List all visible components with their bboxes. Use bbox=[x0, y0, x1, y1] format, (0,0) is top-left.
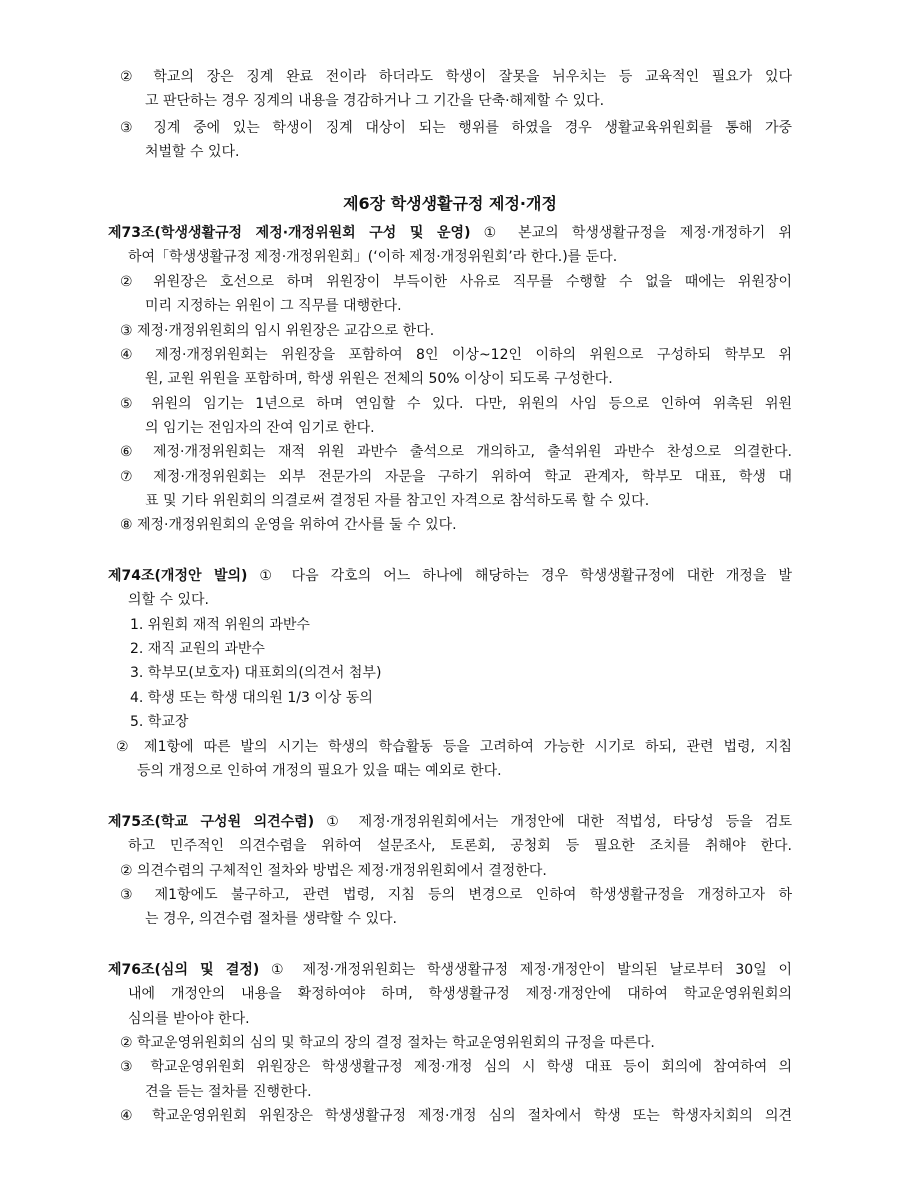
article-74-line-1 bbox=[108, 565, 792, 587]
article-73-line-2: 하여「학생생활규정 제정·개정위원회」(‘이하 제정·개정위원회’라 한다.)를 둔다. bbox=[128, 249, 618, 265]
article-74-item-1-start: ① 다음 각호의 어느 하나에 해당하는 경우 학생생활규정에 대한 개정을 발 bbox=[247, 568, 792, 584]
article-75-item-1-start: ① 제정·개정위원회에서는 개정안에 대한 적법성, 타당성 등을 검토 bbox=[314, 814, 792, 830]
article-75-heading: 제75조(학교 구성원 의견수렴) bbox=[108, 814, 315, 830]
article-73-item-5-line-1: ⑤ 위원의 임기는 1년으로 하며 연임할 수 있다. 다만, 위원의 사임 등으로 인하여 위촉된 위원 bbox=[120, 396, 792, 412]
article-74-list-item: 4. 학생 또는 학생 대의원 1/3 이상 동의 bbox=[130, 690, 373, 706]
article-73-item-2-line-2: 미리 지정하는 위원이 그 직무를 대행한다. bbox=[145, 298, 402, 314]
article-73-item-2-line-1: ② 위원장은 호선으로 하며 위원장이 부득이한 사유로 직무를 수행할 수 없을 때에는 위원장이 bbox=[120, 274, 792, 290]
article-76-item-3-line-1: ③ 학교운영위원회 위원장은 학생생활규정 제정·개정 심의 시 학생 대표 등이 회의에 참여하여 의 bbox=[120, 1059, 792, 1075]
article-76-item-1-start: ① 제정·개정위원회는 학생생활규정 제정·개정안이 발의된 날로부터 30일 이 bbox=[259, 962, 793, 978]
article-75-item-3-line-1: ③ 제1항에도 불구하고, 관련 법령, 지침 등의 변경으로 인하여 학생생활규정을 개정하고자 하 bbox=[120, 887, 792, 903]
article-74-item-2-line-1: ② 제1항에 따른 발의 시기는 학생의 학습활동 등을 고려하여 가능한 시기로 하되, 관련 법령, 지침 bbox=[116, 739, 793, 755]
article-75-line-1 bbox=[108, 811, 792, 833]
article-73-item-4-line-1: ④ 제정·개정위원회는 위원장을 포함하여 8인 이상~12인 이하의 위원으로 구성하되 학부모 위 bbox=[120, 347, 792, 363]
article-76-item-3-line-2: 견을 듣는 절차를 진행한다. bbox=[145, 1084, 312, 1100]
prev-item-2-line-2: 고 판단하는 경우 징계의 내용을 경감하거나 그 기간을 단축·해제할 수 있다. bbox=[145, 93, 605, 109]
chapter-title: 제6장 학생생활규정 제정·개정 bbox=[343, 194, 557, 213]
article-73-item-7-line-1: ⑦ 제정·개정위원회는 외부 전문가의 자문을 구하기 위하여 학교 관계자, 학부모 대표, 학생 대 bbox=[120, 469, 792, 485]
article-74-list-item: 1. 위원회 재적 위원의 과반수 bbox=[130, 617, 310, 633]
article-73-item-1-start: ① 본교의 학생생활규정을 제정·개정하기 위 bbox=[470, 225, 792, 241]
prev-item-2-line-1: ② 학교의 장은 징계 완료 전이라 하더라도 학생이 잘못을 뉘우치는 등 교육적인 필요가 있다 bbox=[120, 69, 792, 85]
article-76-item-2: ② 학교운영위원회의 심의 및 학교의 장의 결정 절차는 학교운영위원회의 규정을 따른다. bbox=[120, 1035, 655, 1051]
article-73-item-7-line-2: 표 및 기타 위원회의 의결로써 결정된 자를 참고인 자격으로 참석하도록 할 수 있다. bbox=[145, 493, 650, 509]
article-74-item-2-line-2: 등의 개정으로 인하여 개정의 필요가 있을 때는 예외로 한다. bbox=[137, 763, 502, 779]
article-76-heading: 제76조(심의 및 결정) bbox=[108, 962, 260, 978]
article-73-item-4-line-2: 원, 교원 위원을 포함하며, 학생 위원은 전체의 50% 이상이 되도록 구성한다. bbox=[145, 371, 613, 387]
article-75-item-2: ② 의견수렴의 구체적인 절차와 방법은 제정·개정위원회에서 결정한다. bbox=[120, 863, 547, 879]
article-73-line-1 bbox=[108, 222, 792, 244]
article-74-list-item: 3. 학부모(보호자) 대표회의(의견서 첨부) bbox=[130, 665, 382, 681]
prev-item-3-line-1: ③ 징계 중에 있는 학생이 징계 대상이 되는 행위를 하였을 경우 생활교육위원회를 통해 가중 bbox=[120, 120, 792, 136]
article-74-list-item: 2. 재직 교원의 과반수 bbox=[130, 641, 265, 657]
article-73-item-3: ③ 제정·개정위원회의 임시 위원장은 교감으로 한다. bbox=[120, 323, 435, 339]
article-75-item-3-line-2: 는 경우, 의견수렴 절차를 생략할 수 있다. bbox=[145, 911, 397, 927]
prev-item-3-line-2: 처벌할 수 있다. bbox=[145, 144, 240, 160]
article-76-line-2: 내에 개정안의 내용을 확정하여야 하며, 학생생활규정 제정·개정안에 대하여 학교운영위원회의 bbox=[128, 986, 792, 1002]
article-73-item-5-line-2: 의 임기는 전임자의 잔여 임기로 한다. bbox=[145, 420, 375, 436]
article-76-line-1 bbox=[108, 959, 792, 981]
article-74-list-item: 5. 학교장 bbox=[130, 714, 189, 730]
article-74-line-2: 의할 수 있다. bbox=[128, 592, 209, 608]
article-76-line-3: 심의를 받아야 한다. bbox=[128, 1011, 250, 1027]
article-74-heading: 제74조(개정안 발의) bbox=[108, 568, 248, 584]
article-73-heading: 제73조(학생생활규정 제정·개정위원회 구성 및 운영) bbox=[108, 225, 471, 241]
article-75-line-2: 하고 민주적인 의견수렴을 위하여 설문조사, 토론회, 공청회 등 필요한 조치를 취해야 한다. bbox=[128, 838, 792, 854]
article-73-item-6: ⑥ 제정·개정위원회는 재적 위원 과반수 출석으로 개의하고, 출석위원 과반수 찬성으로 의결한다. bbox=[120, 444, 792, 460]
article-76-item-4-line-1: ④ 학교운영위원회 위원장은 학생생활규정 제정·개정 심의 절차에서 학생 또는 학생자치회의 의견 bbox=[120, 1108, 792, 1124]
article-73-item-8: ⑧ 제정·개정위원회의 운영을 위하여 간사를 둘 수 있다. bbox=[120, 517, 457, 533]
